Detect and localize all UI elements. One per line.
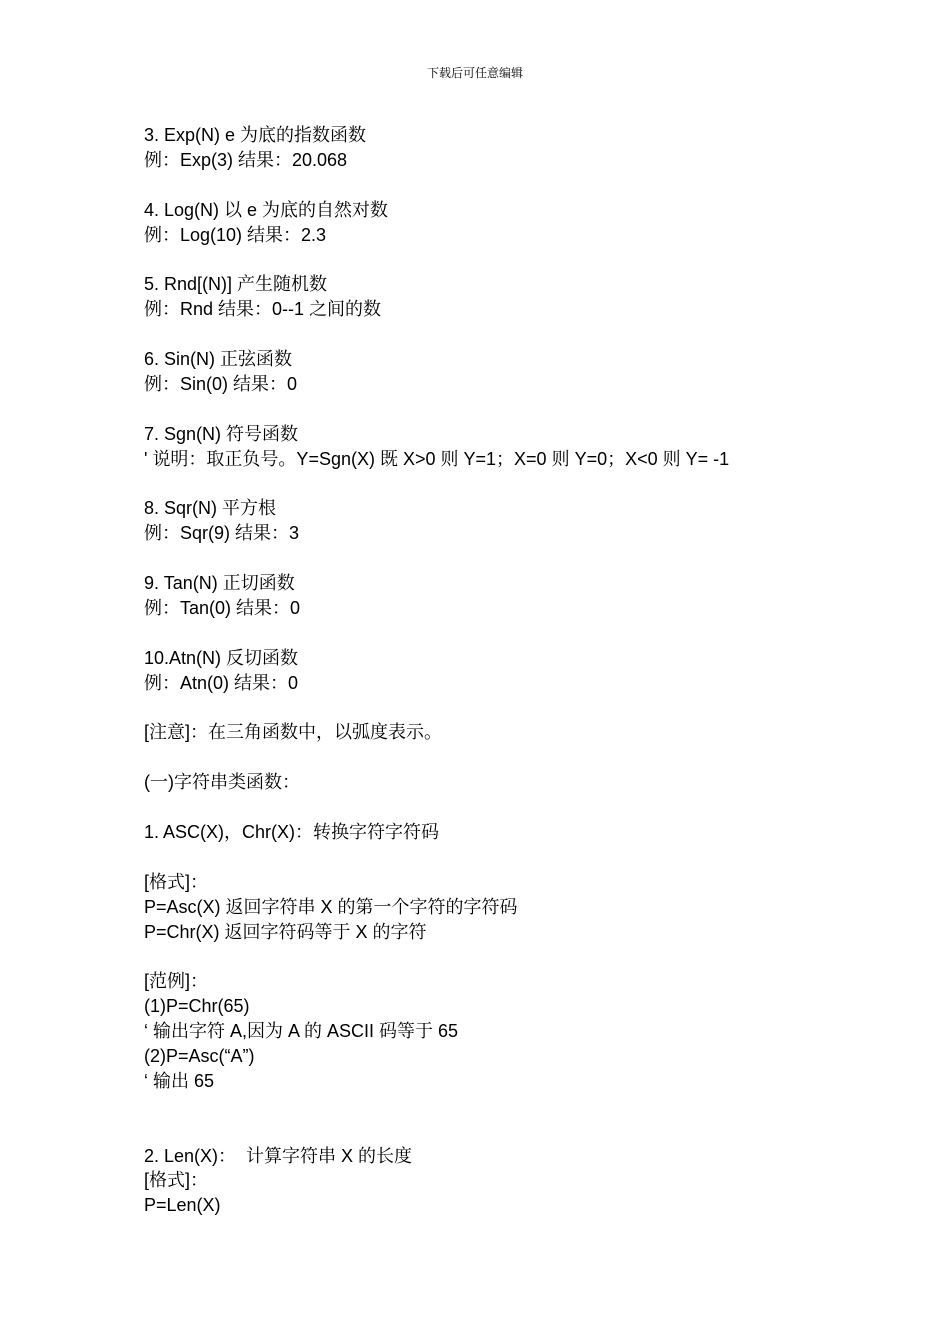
text-line: (2)P=Asc(“A”) (144, 1045, 255, 1066)
text-line: 例：Atn(0) 结果：0 (144, 672, 299, 693)
page-header: 下载后可任意编辑 (426, 66, 523, 80)
blank-line (144, 621, 924, 646)
text-line: 10.Atn(N) 反切函数 (144, 647, 299, 668)
section-heading: (一)字符串类函数： (144, 772, 300, 793)
text-line: 例：Tan(0) 结果：0 (144, 597, 301, 618)
blank-line (144, 944, 924, 969)
text-line: ‘ 输出 65 (144, 1070, 215, 1091)
text-line: 例：Log(10) 结果：2.3 (144, 224, 327, 245)
text-line: 3. Exp(N) e 为底的指数函数 (144, 125, 367, 145)
blank-line (144, 695, 924, 720)
text-line: [格式]： (144, 1170, 209, 1191)
text-line: [注意]：在三角函数中，以弧度表示。 (144, 722, 443, 743)
blank-line (144, 1119, 924, 1144)
text-line: ' 说明：取正负号。Y=Sgn(X) 既 X>0 则 Y=1；X=0 则 Y=0；X<0 则 Y= -1 (144, 448, 730, 469)
text-line: 5. Rnd[(N)] 产生随机数 (144, 274, 328, 295)
text-line: 2. Len(X)： 计算字符串 X 的长度 (144, 1145, 413, 1166)
text-line: 8. Sqr(N) 平方根 (144, 498, 277, 519)
text-line: 4. Log(N) 以 e 为底的自然对数 (144, 199, 389, 220)
text-line: 9. Tan(N) 正切函数 (144, 573, 295, 594)
document-body (144, 123, 924, 1218)
text-line: 例：Sin(0) 结果：0 (144, 373, 298, 394)
text-line: 例：Exp(3) 结果：20.068 (144, 149, 348, 170)
text-line: (1)P=Chr(65) (144, 996, 250, 1017)
text-line: [格式]： (144, 871, 209, 892)
blank-line (144, 795, 924, 820)
text-line: 例：Rnd 结果：0--1 之间的数 (144, 299, 382, 320)
blank-line (144, 845, 924, 870)
text-line: P=Len(X) (144, 1195, 221, 1216)
text-line: 6. Sin(N) 正弦函数 (144, 349, 293, 370)
text-line: P=Chr(X) 返回字符码等于 X 的字符 (144, 921, 427, 942)
blank-line (144, 546, 924, 571)
text-line: ‘ 输出字符 A,因为 A 的 ASCII 码等于 65 (144, 1021, 459, 1042)
blank-line (144, 1094, 924, 1119)
text-line: 1. ASC(X)，Chr(X)：转换字符字符码 (144, 821, 440, 842)
blank-line (144, 322, 924, 347)
blank-line (144, 471, 924, 496)
text-line: [范例]： (144, 971, 209, 992)
text-line: 例：Sqr(9) 结果：3 (144, 523, 300, 544)
blank-line (144, 247, 924, 272)
blank-line (144, 173, 924, 198)
text-line: 7. Sgn(N) 符号函数 (144, 423, 299, 444)
blank-line (144, 397, 924, 422)
blank-line (144, 745, 924, 770)
text-line: P=Asc(X) 返回字符串 X 的第一个字符的字符码 (144, 896, 518, 917)
